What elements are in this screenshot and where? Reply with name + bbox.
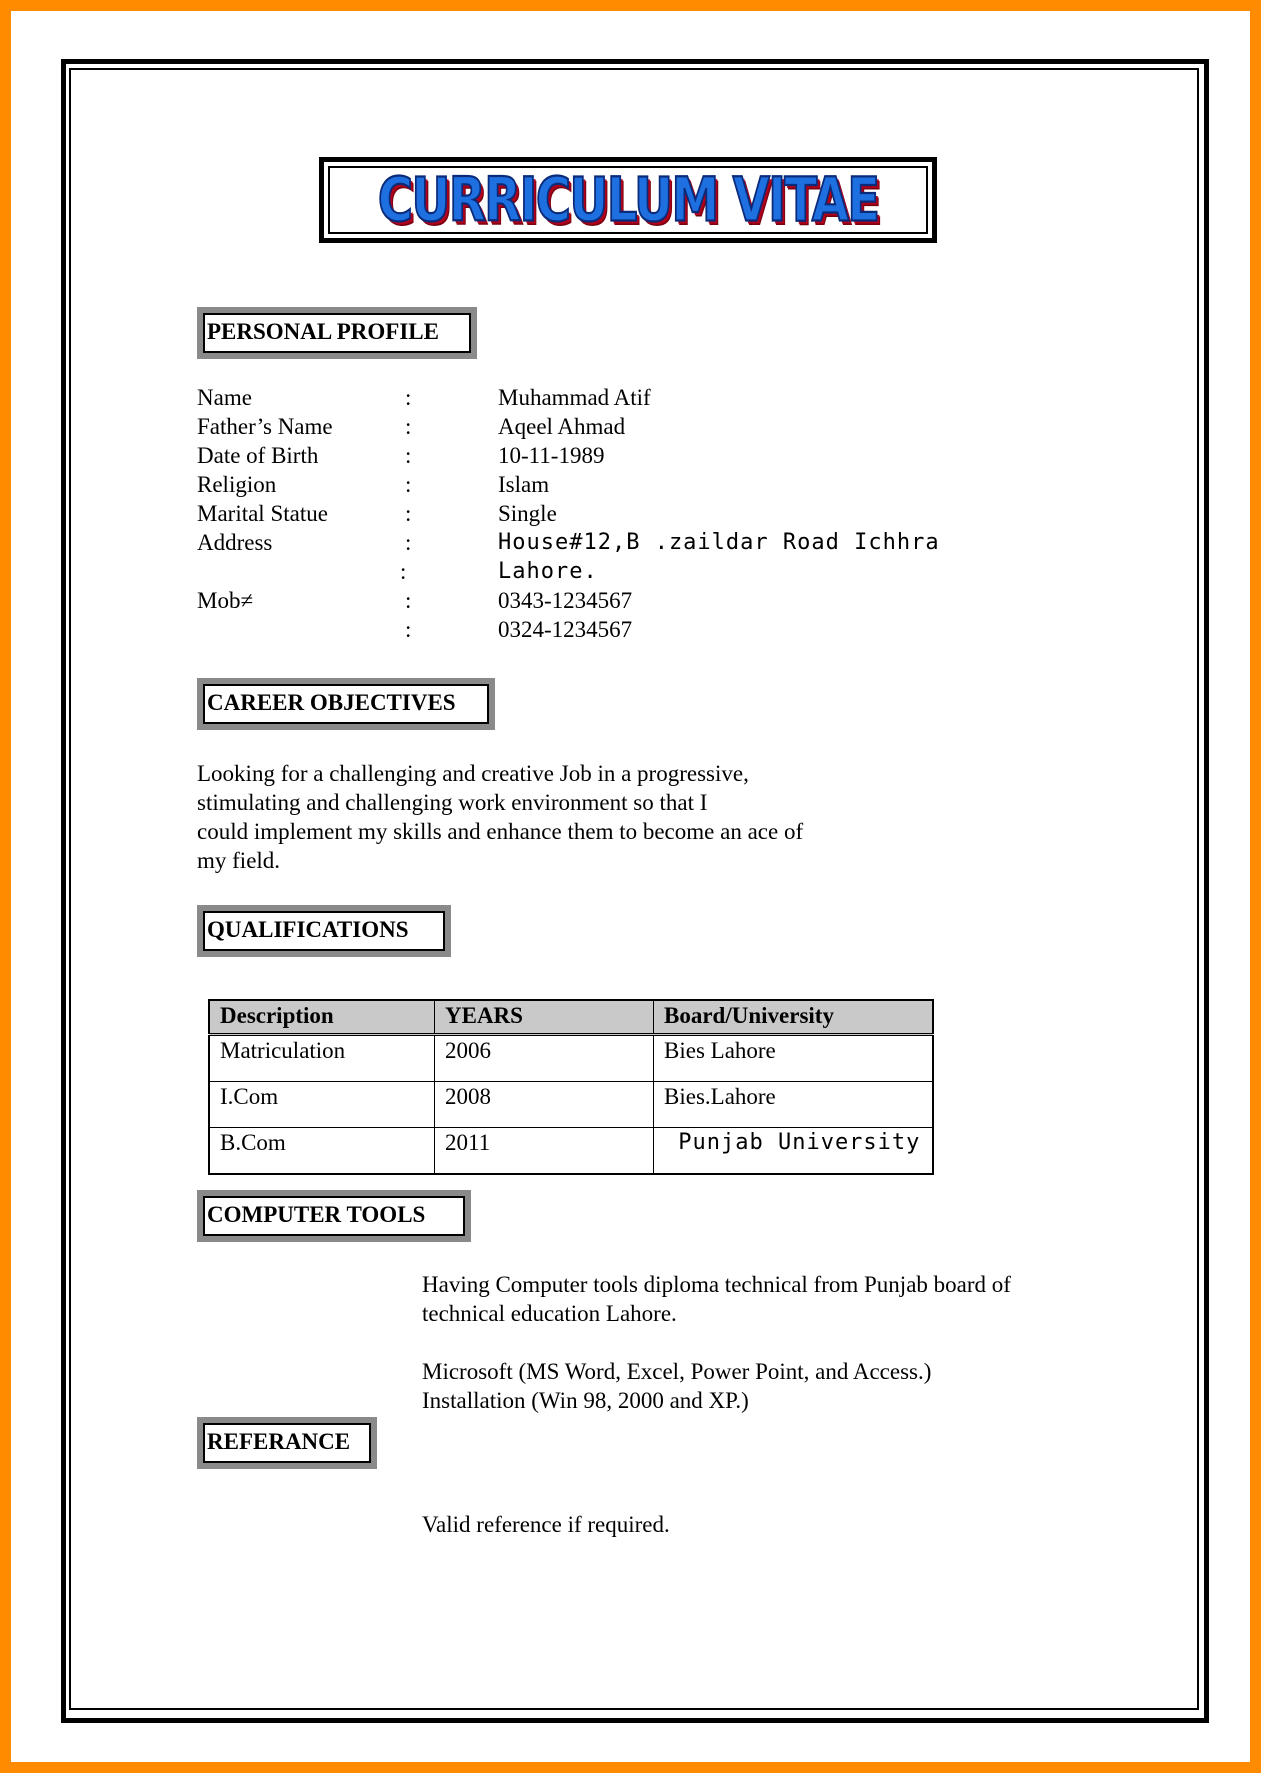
- profile-value-address: House#12,B .zaildar Road Ichhra: [498, 530, 940, 555]
- profile-value-address-line2: Lahore.: [498, 559, 598, 584]
- profile-sep: :: [405, 443, 412, 468]
- computer-tools-text: Having Computer tools diploma technical from Punjab board of technical education Lahore. Microsoft (MS Word, Excel, Power Point, and Access.) Installation (Win 98, 2000 and XP.): [422, 1272, 1011, 1413]
- profile-label: Mob≠: [197, 588, 254, 613]
- table-cell: B.Com: [209, 1128, 435, 1175]
- profile-sep: :: [405, 530, 412, 555]
- column-header: Description: [209, 1000, 435, 1035]
- profile-sep: :: [405, 588, 412, 613]
- profile-label: Name: [197, 385, 252, 410]
- profile-sep: :: [405, 617, 412, 642]
- profile-label: Marital Statue: [197, 501, 328, 526]
- profile-value-marital: Single: [498, 501, 557, 526]
- table-cell: 2008: [435, 1082, 654, 1128]
- table-header-row: [209, 1000, 933, 1035]
- table-cell: 2011: [435, 1128, 654, 1175]
- profile-value-dob: 10-11-1989: [498, 443, 605, 468]
- profile-value-mobile: 0343-1234567: [498, 588, 633, 613]
- table-cell: 2006: [435, 1035, 654, 1082]
- cv-page: [11, 11, 1250, 1762]
- profile-sep: :: [405, 472, 412, 497]
- reference-text: Valid reference if required.: [422, 1512, 670, 1537]
- section-heading-reference: REFERANCE: [197, 1417, 377, 1469]
- table-row: [209, 1128, 933, 1175]
- profile-label: Date of Birth: [197, 443, 319, 468]
- section-heading-computer-tools: COMPUTER TOOLS: [197, 1190, 471, 1242]
- profile-value-name: Muhammad Atif: [498, 385, 651, 410]
- table-row: [209, 1082, 933, 1128]
- profile-sep: :: [405, 501, 412, 526]
- profile-label: Address: [197, 530, 273, 555]
- table-cell: Punjab University: [654, 1128, 934, 1175]
- section-heading-personal-profile: PERSONAL PROFILE: [197, 307, 477, 359]
- page-title: CURRICULUM VITAE: [377, 164, 879, 236]
- profile-sep: :: [405, 414, 412, 439]
- title-banner: [319, 157, 937, 243]
- section-heading-career-objectives: CAREER OBJECTIVES: [197, 678, 495, 730]
- profile-label: Father’s Name: [197, 414, 333, 439]
- table-row: [209, 1035, 933, 1082]
- table-cell: Bies.Lahore: [654, 1082, 934, 1128]
- profile-value-religion: Islam: [498, 472, 550, 497]
- qualifications-table: [208, 999, 934, 1175]
- profile-sep: :: [400, 559, 407, 584]
- career-objective-text: Looking for a challenging and creative Job in a progressive, stimulating and challenging work environment so that I could implement my skills and enhance them to become an ace of my field.: [197, 761, 804, 873]
- table-cell: I.Com: [209, 1082, 435, 1128]
- profile-value-mobile-2: 0324-1234567: [498, 617, 633, 642]
- section-heading-qualifications: QUALIFICATIONS: [197, 905, 451, 957]
- table-cell: Bies Lahore: [654, 1035, 934, 1082]
- profile-label: Religion: [197, 472, 277, 497]
- column-header: Board/University: [654, 1000, 934, 1035]
- profile-sep: :: [405, 385, 412, 410]
- column-header: YEARS: [435, 1000, 654, 1035]
- table-cell: Matriculation: [209, 1035, 435, 1082]
- profile-value-father-name: Aqeel Ahmad: [498, 414, 626, 439]
